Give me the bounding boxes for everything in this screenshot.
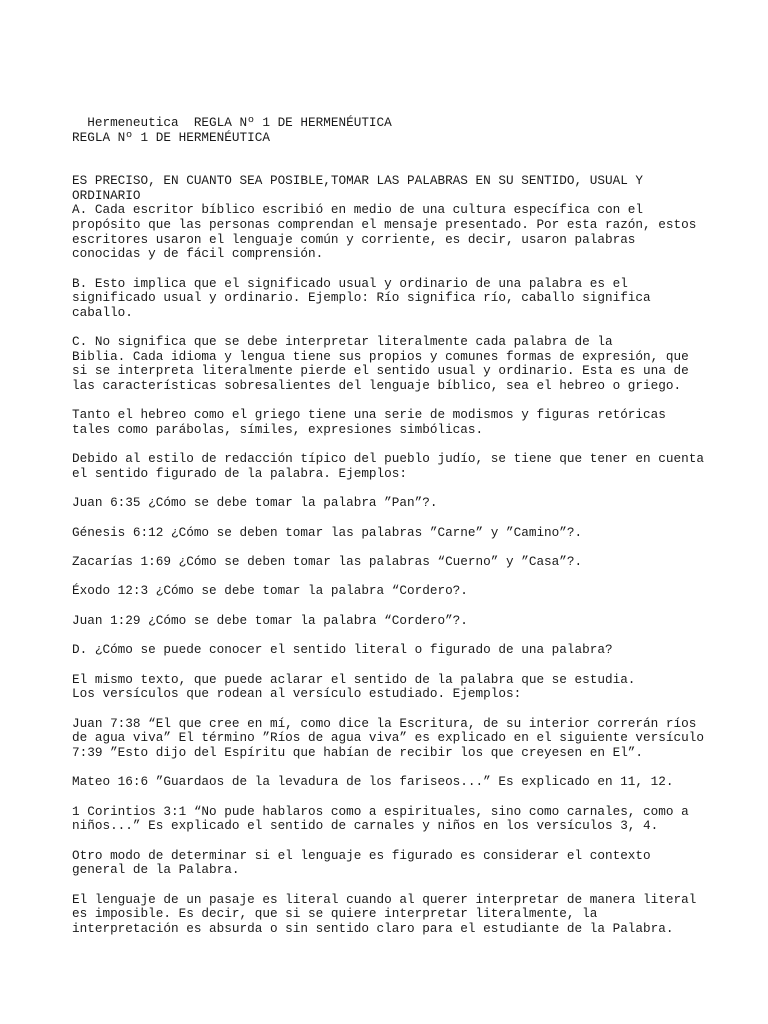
paragraph-line: Los versículos que rodean al versículo estudiado. Ejemplos: xyxy=(72,686,522,702)
paragraph xyxy=(72,555,712,570)
paragraph-line: significado usual y ordinario. Ejemplo: Río significa río, caballo significa xyxy=(72,290,651,306)
paragraph-line: conocidas y de fácil comprensión. xyxy=(72,246,324,262)
paragraph xyxy=(72,526,712,541)
paragraph-line: 1 Corintios 3:1 “No pude hablaros como a espirituales, sino como carnales, como a xyxy=(72,803,689,819)
paragraph-line: Juan 7:38 “El que cree en mí, como dice la Escritura, de su interior correrán ríos xyxy=(72,715,697,731)
paragraph xyxy=(72,673,712,702)
paragraph xyxy=(72,805,712,834)
paragraph xyxy=(72,452,712,481)
document-header xyxy=(72,116,712,145)
paragraph-line: general de la Palabra. xyxy=(72,862,240,878)
paragraph-line: interpretación es absurda o sin sentido claro para el estudiante de la Palabra. xyxy=(72,920,674,936)
paragraph-line: D. ¿Cómo se puede conocer el sentido literal o figurado de una palabra? xyxy=(72,642,613,658)
paragraph-line: Debido al estilo de redacción típico del pueblo judío, se tiene que tener en cuenta xyxy=(72,451,704,467)
paragraph xyxy=(72,277,712,321)
paragraph-line: caballo. xyxy=(72,304,133,320)
paragraph-line: 7:39 ”Esto dijo del Espíritu que habían de recibir los que creyesen en El”. xyxy=(72,744,644,760)
document-page xyxy=(72,116,712,951)
paragraph-line: tales como parábolas, símiles, expresiones simbólicas. xyxy=(72,421,484,437)
paragraph-line: Zacarías 1:69 ¿Cómo se deben tomar las palabras “Cuerno” y ”Casa”?. xyxy=(72,554,583,570)
document-subtitle: REGLA Nº 1 DE HERMENÉUTICA xyxy=(72,129,270,145)
spacer xyxy=(72,145,712,174)
paragraph-line: propósito que las personas comprendan el mensaje presentado. Por esta razón, estos xyxy=(72,216,697,232)
paragraph xyxy=(72,717,712,761)
paragraph xyxy=(72,335,712,393)
paragraph-line: ORDINARIO xyxy=(72,187,141,203)
paragraph xyxy=(72,408,712,437)
paragraph-line: Tanto el hebreo como el griego tiene una serie de modismos y figuras retóricas xyxy=(72,407,666,423)
paragraph xyxy=(72,614,712,629)
paragraph-line: A. Cada escritor bíblico escribió en medio de una cultura específica con el xyxy=(72,202,644,218)
paragraph xyxy=(72,174,712,262)
paragraph-line: Mateo 16:6 ”Guardaos de la levadura de los fariseos...” Es explicado en 11, 12. xyxy=(72,774,674,790)
paragraph xyxy=(72,775,712,790)
paragraph-line: Juan 1:29 ¿Cómo se debe tomar la palabra “Cordero”?. xyxy=(72,612,468,628)
paragraph-line: B. Esto implica que el significado usual y ordinario de una palabra es el xyxy=(72,275,628,291)
paragraph-line: El mismo texto, que puede aclarar el sentido de la palabra que se estudia. xyxy=(72,671,636,687)
paragraph-line: niños...” Es explicado el sentido de carnales y niños en los versículos 3, 4. xyxy=(72,818,659,834)
paragraph-line: Éxodo 12:3 ¿Cómo se debe tomar la palabra “Cordero?. xyxy=(72,583,468,599)
paragraph-line: Génesis 6:12 ¿Cómo se deben tomar las palabras ”Carne” y ”Camino”?. xyxy=(72,524,583,540)
paragraph-line: Juan 6:35 ¿Cómo se debe tomar la palabra ”Pan”?. xyxy=(72,495,438,511)
paragraph-line: si se interpreta literalmente pierde el sentido usual y ordinario. Esta es una de xyxy=(72,363,689,379)
paragraph-line: Biblia. Cada idioma y lengua tiene sus propios y comunes formas de expresión, que xyxy=(72,348,689,364)
document-body xyxy=(72,174,712,936)
paragraph xyxy=(72,849,712,878)
paragraph xyxy=(72,584,712,599)
paragraph-line: C. No significa que se debe interpretar literalmente cada palabra de la xyxy=(72,334,613,350)
paragraph-line: las características sobresalientes del lenguaje bíblico, sea el hebreo o griego. xyxy=(72,377,682,393)
document-title: Hermeneutica REGLA Nº 1 DE HERMENÉUTICA xyxy=(72,115,392,130)
paragraph-line: Otro modo de determinar si el lenguaje es figurado es considerar el contexto xyxy=(72,847,651,863)
paragraph xyxy=(72,496,712,511)
paragraph-line: El lenguaje de un pasaje es literal cuando al querer interpretar de manera literal xyxy=(72,891,697,907)
paragraph xyxy=(72,893,712,937)
paragraph-line: de agua viva” El término ”Ríos de agua viva” es explicado en el siguiente versículo xyxy=(72,730,704,746)
paragraph-line: es imposible. Es decir, que si se quiere interpretar literalmente, la xyxy=(72,906,598,922)
paragraph xyxy=(72,643,712,658)
paragraph-line: el sentido figurado de la palabra. Ejemplos: xyxy=(72,465,408,481)
paragraph-line: escritores usaron el lenguaje común y corriente, es decir, usaron palabras xyxy=(72,231,636,247)
paragraph-line: ES PRECISO, EN CUANTO SEA POSIBLE,TOMAR LAS PALABRAS EN SU SENTIDO, USUAL Y xyxy=(72,173,644,189)
